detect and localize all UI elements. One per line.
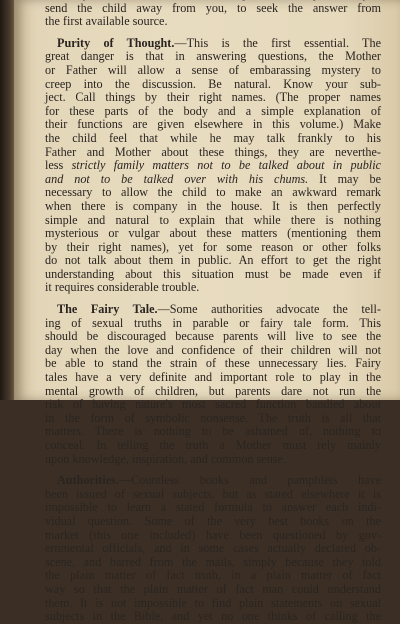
book-page <box>14 0 400 624</box>
section-heading: Purity of Thought. <box>57 35 175 50</box>
text-line: their functions are given elsewhere in this volume.) Make <box>45 117 381 132</box>
text-line: the child feel that while he may talk frankly to his <box>45 130 381 145</box>
text-line: do not talk about them in public. An effort to get the right <box>45 253 381 268</box>
text-line: for these parts of the body and a simple explanation of <box>45 103 381 118</box>
text-line: mysterious or vulgar about these matters (mentioning them <box>45 226 381 241</box>
text-fragment: less <box>45 158 72 173</box>
text-fragment: —Some authorities advocate the tell- <box>157 302 381 317</box>
text-line: necessary to allow the child to make an awkward remark <box>45 185 381 200</box>
text-line: send the child away from you, to seek the answer from <box>45 0 381 15</box>
text-line <box>45 303 381 317</box>
text-line: be able to stand the strain of these unnecessary lies. Fairy <box>45 356 381 371</box>
text-line: impossible to learn a stated formula to answer each indi- <box>45 500 381 515</box>
text-line: or Father will allow a sense of embarassing mystery to <box>45 62 381 77</box>
text-line <box>45 474 381 488</box>
text-fragment: —Countless books and pamphlets have <box>118 473 381 488</box>
section-heading: Authorities. <box>57 473 119 488</box>
section-heading: The Fairy Tale. <box>57 302 158 317</box>
text-line: understanding about this situation must be made even if <box>45 266 381 281</box>
intro-paragraph <box>45 0 381 29</box>
text-line: matters. There is nothing to be ashamed of, nothing to <box>45 424 381 439</box>
text-line: ing of sexual truths in parable or fairy tale form. This <box>45 315 381 330</box>
text-line <box>45 159 381 173</box>
text-line: ernmental officials, and in some cases actually declared ob- <box>45 541 381 556</box>
text-line: way so that the plain matter of fact man could understand <box>45 581 381 596</box>
fairy-tale-paragraph <box>45 303 381 466</box>
text-line: been issued of sexual subjects, but as stated elsewhere it is <box>45 486 381 501</box>
text-line: Father and Mother about these things, they are neverthe- <box>45 144 381 159</box>
text-line: scene, and barred from the mails, simply because they told <box>45 554 381 569</box>
text-line: by their right names), yet for some reason or other folks <box>45 239 381 254</box>
text-line: vidual question. Some of the very best books on the <box>45 513 381 528</box>
italic-text: strictly family matters not to be talked about in public <box>71 158 381 173</box>
text-line: subjects in the Bible, and yet no one thinks of calling the <box>45 609 381 624</box>
text-line: conceal. In telling the truth a Mother must rely mainly <box>45 438 381 452</box>
text-fragment: It may be <box>308 171 381 186</box>
text-line <box>45 37 381 51</box>
text-line: when there is company in the house. It is then perfectly <box>45 198 381 213</box>
text-line: risk of having nature's most sacred function bandied about <box>45 397 381 412</box>
book-spine-shadow <box>0 0 14 400</box>
text-fragment: —This is the first essential. The <box>174 35 382 50</box>
text-line: great danger is that in answering questions, the Mother <box>45 49 381 64</box>
text-line: the first available source. <box>45 14 168 29</box>
page-text <box>45 0 381 624</box>
text-line: market (this one included) have been questioned by gov- <box>45 527 381 542</box>
purity-paragraph <box>45 37 381 295</box>
text-line: simple and natural to explain that while there is nothing <box>45 212 381 227</box>
text-line: the plain matter of fact truth, in a plain matter of fact <box>45 568 381 583</box>
authorities-paragraph <box>45 474 381 624</box>
text-line: mental growth of children, but parents dare not run the <box>45 383 381 398</box>
text-line <box>45 173 381 187</box>
text-line: them. It is not impossible to find plain statements on sexual <box>45 595 381 610</box>
text-line: ject. Call things by their right names. (The proper names <box>45 90 381 105</box>
text-line: in the form of symbolic nonsense. The truth is all that <box>45 410 381 425</box>
text-line: day when the love and confidence of their children will not <box>45 342 381 357</box>
text-line: tales have a very definite and important role to play in the <box>45 370 381 385</box>
text-line: it requires considerable trouble. <box>45 280 200 295</box>
italic-text: and not to be talked over with his chums. <box>45 171 309 186</box>
text-line: creep into the discussion. Be natural. Know your sub- <box>45 76 381 91</box>
text-line: upon knowledge, inspiration, and common sense. <box>45 451 287 466</box>
text-line: should be discouraged because parents will live to see the <box>45 329 381 344</box>
